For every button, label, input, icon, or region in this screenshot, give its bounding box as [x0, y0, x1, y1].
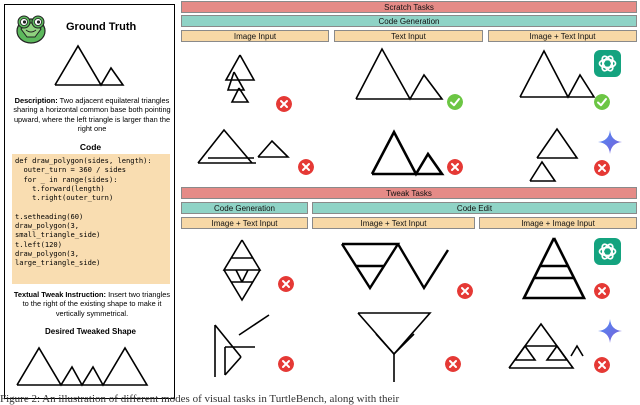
wrong-icon — [457, 283, 473, 299]
tweak-edit-image-result-1 — [522, 236, 586, 300]
tweak-col-image-text-input: Image + Text Input — [181, 217, 308, 229]
ground-truth-title: Ground Truth — [66, 21, 137, 33]
scratch-image-text-result-2 — [527, 126, 581, 184]
wrong-icon — [594, 283, 610, 299]
openai-logo-icon — [594, 50, 621, 77]
ground-truth-panel — [4, 4, 175, 399]
gemini-logo-icon — [597, 318, 623, 344]
code-text: def draw_polygon(sides, length): outer_turn = 360 / sides for _ in range(sides): t.forward(length) t.right(outer_turn) t.setheading(60) draw_polygon(3, small_triangle_side) t.left(120) draw_polygon(3, large_triangle_side) — [15, 156, 152, 268]
wrong-icon — [594, 357, 610, 373]
description-text: Two adjacent equilateral triangles sharing a horizontal common base both pointing upward, where the left triangle is larger than the right one — [13, 96, 171, 134]
scratch-text-result-2 — [370, 128, 446, 176]
scratch-col-image-text-input: Image + Text Input — [488, 30, 637, 42]
scratch-tasks-header: Scratch Tasks — [181, 1, 637, 13]
wrong-icon — [594, 160, 610, 176]
tweak-col-image-image-input: Image + Image Input — [479, 217, 637, 229]
tweak-instruction-label: Textual Tweak Instruction: — [13, 290, 107, 299]
wrong-icon — [445, 356, 461, 372]
wrong-icon — [278, 356, 294, 372]
description-label: Description: — [14, 96, 58, 105]
openai-logo-icon — [594, 238, 621, 265]
scratch-text-result-1 — [354, 47, 446, 101]
tweak-instruction — [11, 290, 173, 318]
wrong-icon — [276, 96, 292, 112]
tweak-code-edit-header: Code Edit — [312, 202, 637, 214]
code-heading: Code — [79, 142, 102, 152]
scratch-image-text-result-1 — [518, 47, 598, 99]
tweak-col-image-text-input-2: Image + Text Input — [312, 217, 475, 229]
tweak-edit-text-result-1 — [340, 238, 452, 290]
scratch-image-result-1 — [222, 52, 258, 106]
wrong-icon — [447, 159, 463, 175]
scratch-col-image-input: Image Input — [181, 30, 329, 42]
ground-truth-shape — [53, 41, 125, 87]
description — [11, 96, 173, 134]
code-block — [12, 154, 170, 284]
correct-icon — [447, 94, 463, 110]
tweak-edit-image-result-2 — [505, 322, 585, 370]
correct-icon — [594, 94, 610, 110]
tweak-generation-result-1 — [220, 238, 264, 302]
tweak-edit-text-result-2 — [356, 310, 436, 384]
scratch-code-generation-header: Code Generation — [181, 15, 637, 27]
scratch-image-result-2 — [196, 127, 296, 167]
tweak-instruction-text: Insert two triangles to the right of the existing shape to make it vertically symmetrical. — [22, 290, 171, 318]
figure-caption: Figure 2: An illustration of different modes of visual tasks in TurtleBench, along with their — [0, 393, 400, 405]
desired-tweaked-shape — [15, 341, 167, 389]
gemini-logo-icon — [597, 129, 623, 155]
turtle-logo-icon — [13, 11, 49, 47]
tweak-tasks-header: Tweak Tasks — [181, 187, 637, 199]
wrong-icon — [278, 276, 294, 292]
wrong-icon — [298, 159, 314, 175]
desired-shape-heading: Desired Tweaked Shape — [45, 327, 136, 336]
scratch-col-text-input: Text Input — [334, 30, 483, 42]
tweak-generation-result-2 — [211, 313, 273, 379]
tweak-code-generation-header: Code Generation — [181, 202, 308, 214]
